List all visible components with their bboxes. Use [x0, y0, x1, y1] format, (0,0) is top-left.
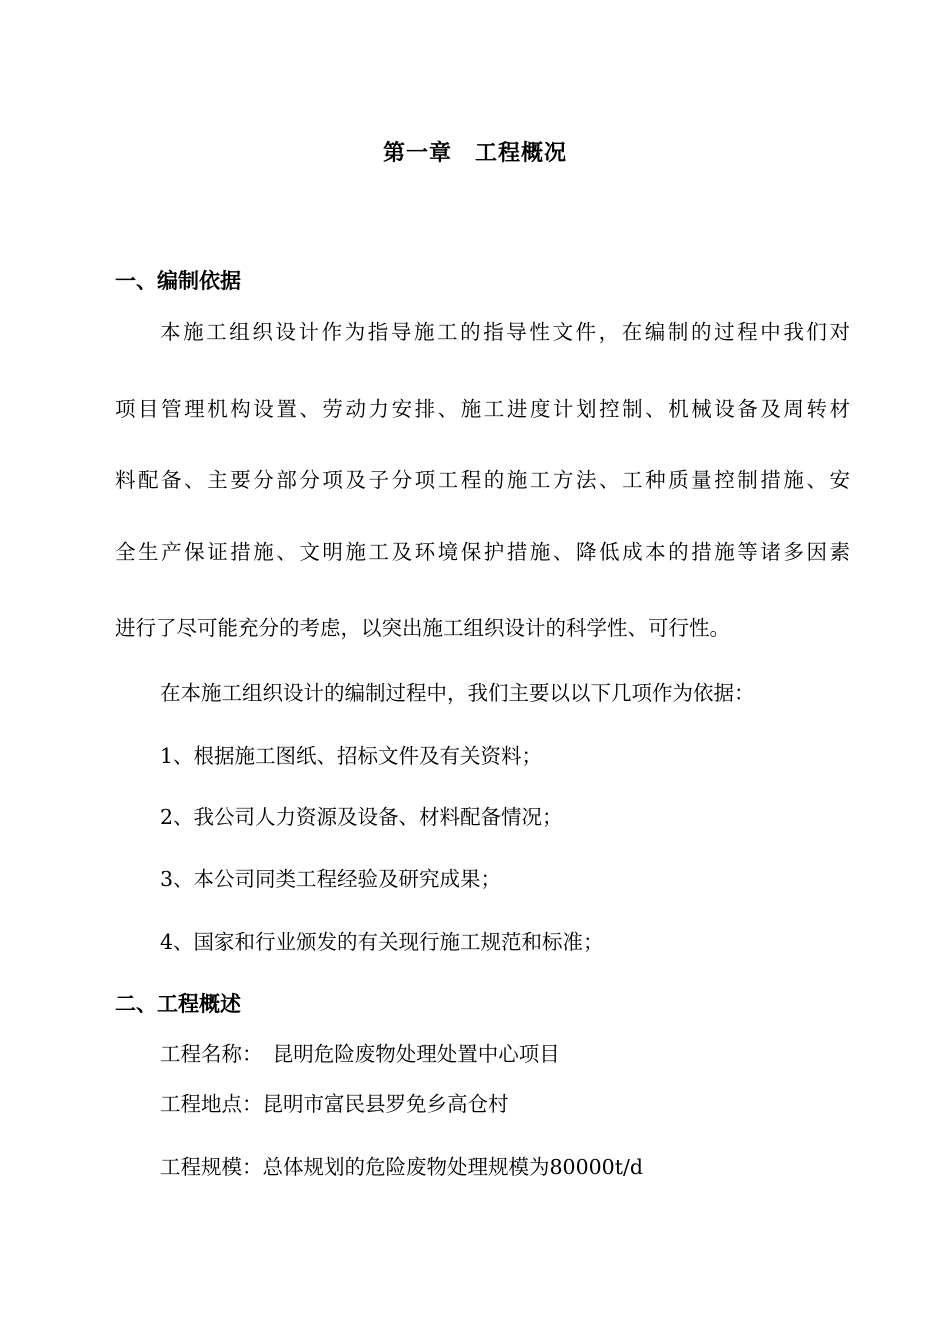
- paragraph-line: 全生产保证措施、文明施工及环境保护措施、降低成本的措施等诸多因素: [115, 540, 850, 564]
- basis-item: 3、本公司同类工程经验及研究成果；: [160, 867, 502, 891]
- basis-intro: 在本施工组织设计的编制过程中，我们主要以以下几项作为依据：: [160, 681, 755, 705]
- basis-item: 4、国家和行业颁发的有关现行施工规范和标准；: [160, 930, 604, 954]
- basis-item: 2、我公司人力资源及设备、材料配备情况；: [160, 805, 563, 829]
- section-heading-overview: 二、工程概述: [115, 992, 241, 1016]
- paragraph-line: 进行了尽可能充分的考虑，以突出施工组织设计的科学性、可行性。: [115, 616, 730, 640]
- paragraph-line: 料配备、主要分部分项及子分项工程的施工方法、工种质量控制措施、安: [115, 468, 850, 492]
- paragraph-line: 本施工组织设计作为指导施工的指导性文件，在编制的过程中我们对: [160, 320, 850, 344]
- chapter-title: 第一章 工程概况: [382, 141, 567, 166]
- project-name: 工程名称： 昆明危险废物处理处置中心项目: [160, 1042, 560, 1066]
- section-heading-basis: 一、编制依据: [115, 269, 241, 293]
- paragraph-line: 项目管理机构设置、劳动力安排、施工进度计划控制、机械设备及周转材: [115, 397, 850, 421]
- basis-item: 1、根据施工图纸、招标文件及有关资料；: [160, 744, 543, 768]
- project-location: 工程地点：昆明市富民县罗免乡高仓村: [160, 1092, 509, 1116]
- project-scale: 工程规模：总体规划的危险废物处理规模为80000t/d: [160, 1155, 643, 1179]
